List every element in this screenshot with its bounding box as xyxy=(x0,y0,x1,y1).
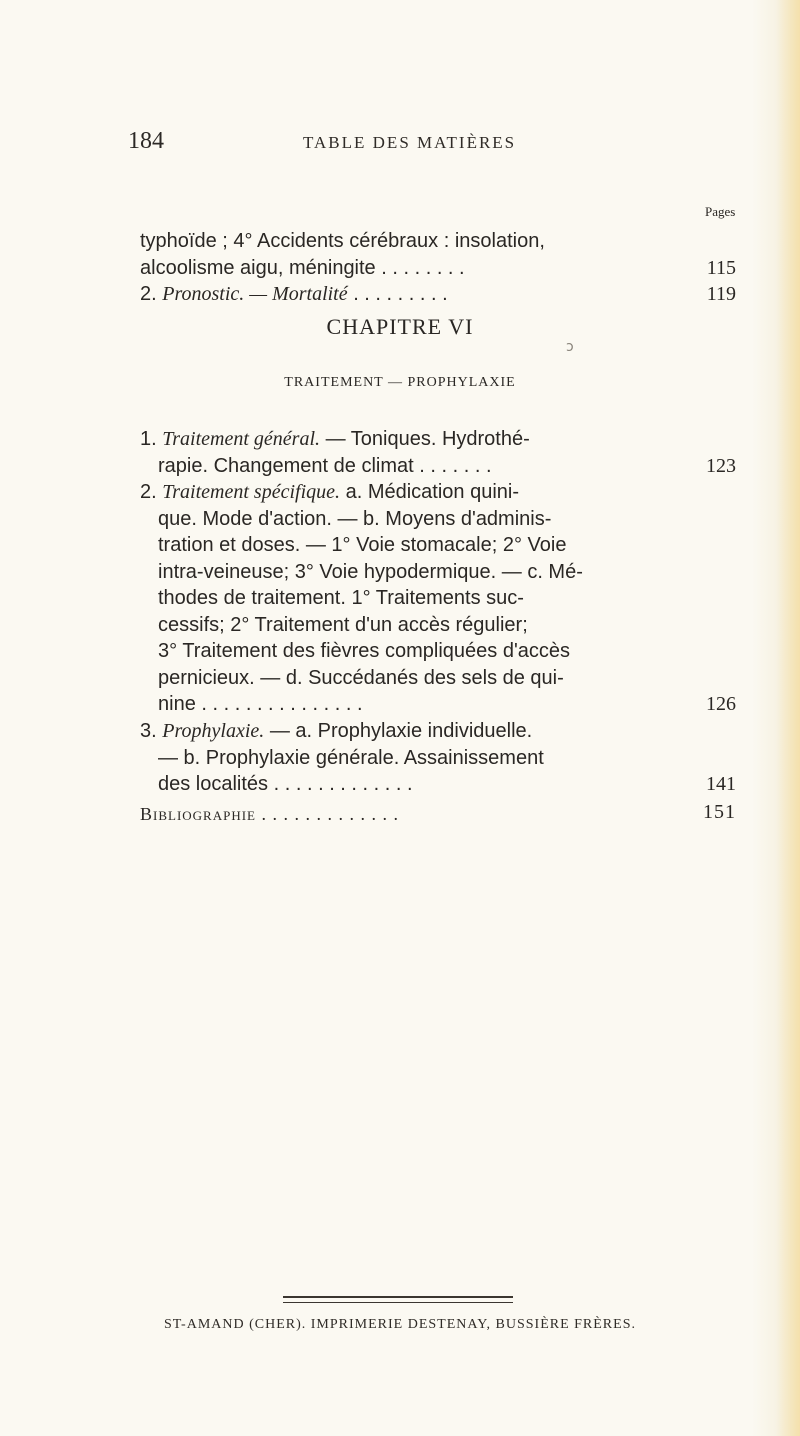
toc-line xyxy=(140,559,736,586)
dot-leader: . . . . . . . . . . . . . . . xyxy=(201,693,363,715)
toc-line-text: 3° Traitement des fièvres compliquées d'accès xyxy=(158,640,571,662)
toc-entry-number: 1. xyxy=(140,428,157,450)
toc-entry-prophylaxis xyxy=(140,718,736,798)
toc-page-number: 151 xyxy=(703,801,736,823)
chapter-subtitle: TRAITEMENT — PROPHYLAXIE xyxy=(284,375,516,390)
toc-entry-bibliography xyxy=(140,801,736,825)
toc-line xyxy=(140,585,736,612)
toc-line xyxy=(140,665,736,692)
toc-line-text: thodes de traitement. 1° Traitements suc- xyxy=(158,587,524,609)
toc-page-number: 141 xyxy=(706,773,736,795)
toc-entry-title: Traitement spécifique. xyxy=(162,481,341,503)
toc-entry-general-treatment xyxy=(140,426,736,479)
toc-line xyxy=(140,532,736,559)
page-number: 184 xyxy=(128,128,164,154)
toc-entry-specific-treatment xyxy=(140,479,736,718)
dot-leader: . . . . . . . . . . . . . xyxy=(261,804,399,824)
toc-entry-number: 2. xyxy=(140,481,157,503)
toc-line-text: — Toniques. Hydrothé- xyxy=(325,428,530,450)
toc-line-text: des localités xyxy=(158,773,269,795)
dot-leader: . . . . . . . . xyxy=(381,256,465,279)
toc-line xyxy=(140,453,736,480)
toc-line xyxy=(140,255,736,282)
toc-line-text: cessifs; 2° Traitement d'un accès régulier; xyxy=(158,613,528,636)
dot-leader: . . . . . . . xyxy=(419,454,492,477)
toc-line xyxy=(140,638,736,665)
toc-line-text: — b. Prophylaxie générale. Assainissement xyxy=(158,746,544,769)
pages-column-label: Pages xyxy=(705,204,736,219)
toc-page-number: 119 xyxy=(706,283,736,305)
toc-line-text: alcoolisme aigu, méningite xyxy=(140,256,376,279)
toc-line xyxy=(140,612,736,639)
toc-page-number: 126 xyxy=(706,693,736,715)
toc-entry-title: Pronostic. — Mortalité xyxy=(162,283,348,305)
toc-line-text: pernicieux. — d. Succédanés des sels de qui- xyxy=(158,666,564,689)
chapter-title: CHAPITRE VI xyxy=(326,314,474,339)
toc-line xyxy=(140,691,736,718)
running-head xyxy=(128,128,748,168)
dot-leader: . . . . . . . . . xyxy=(353,283,448,305)
toc-line-text: — a. Prophylaxie individuelle. xyxy=(269,720,533,742)
dot-leader: . . . . . . . . . . . . . xyxy=(273,773,413,795)
toc-line-text: intra-veineuse; 3° Voie hypodermique. — c. Mé- xyxy=(158,560,583,583)
toc-page-number: 115 xyxy=(706,256,736,279)
toc-line xyxy=(140,745,736,772)
toc-line xyxy=(140,479,736,506)
imprint-rule xyxy=(283,1296,513,1303)
running-head-title: TABLE DES MATIÈRES xyxy=(303,133,517,152)
toc-entry-title: Prophylaxie. xyxy=(162,720,265,742)
page-edge-shadow xyxy=(776,0,800,1436)
toc-line-text: a. Médication quini- xyxy=(345,481,520,503)
toc-line xyxy=(140,228,736,255)
toc-line-text: nine xyxy=(158,693,196,715)
toc-line-text: tration et doses. — 1° Voie stomacale; 2° Voie xyxy=(158,534,567,556)
toc-line xyxy=(140,771,736,798)
toc-line xyxy=(140,281,736,308)
toc-page-number: 123 xyxy=(706,454,736,477)
toc-line-text: typhoïde ; 4° Accidents cérébraux : insolation, xyxy=(140,230,545,252)
toc-entry-number: 3. xyxy=(140,720,157,742)
toc-entry-title: Traitement général. xyxy=(162,428,321,450)
toc-line-text: que. Mode d'action. — b. Moyens d'adminis- xyxy=(158,507,552,530)
toc-entry-number: 2. xyxy=(140,283,157,305)
page-mark: ↄ xyxy=(566,339,574,355)
toc-entry-prognosis xyxy=(140,281,736,308)
toc-line-text: rapie. Changement de climat xyxy=(158,454,414,477)
toc-line xyxy=(140,506,736,533)
toc-line xyxy=(140,426,736,453)
printer-imprint: ST-AMAND (CHER). IMPRIMERIE DESTENAY, BUSSIÈRE FRÈRES. xyxy=(164,1317,636,1332)
toc-entry-continuation xyxy=(140,228,736,281)
toc-line xyxy=(140,718,736,745)
bibliography-label: Bibliographie xyxy=(140,804,256,824)
